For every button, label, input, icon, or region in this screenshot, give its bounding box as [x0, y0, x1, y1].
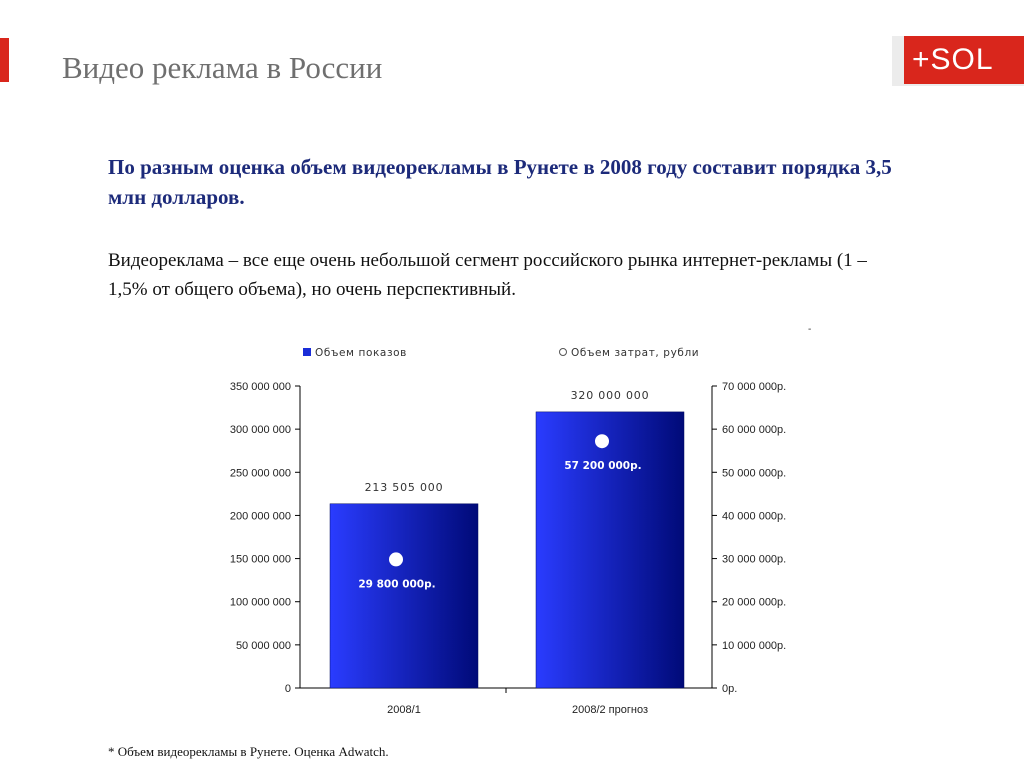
footnote: * Объем видеорекламы в Рунете. Оценка Adwatch.: [108, 744, 389, 759]
chart-legend: [303, 347, 699, 359]
left-tick-label: 300 000 000: [229, 424, 291, 437]
sol-logo: +SOL: [904, 36, 1024, 84]
bar-2: [536, 412, 684, 688]
right-tick-label: 40 000 000р.: [722, 510, 787, 523]
right-tick-label: 20 000 000р.: [722, 596, 787, 609]
spend-value-label: 29 800 000р.: [358, 578, 436, 591]
bar-chart: [200, 336, 820, 726]
legend-marker-spend: [560, 349, 567, 356]
bar-1: [330, 504, 478, 688]
legend-swatch-impressions: [303, 348, 311, 356]
left-tick-label: 200 000 000: [229, 510, 291, 523]
left-tick-label: 150 000 000: [229, 553, 291, 566]
logo-container: [892, 36, 1024, 86]
left-tick-label: 250 000 000: [229, 467, 291, 480]
category-label: 2008/1: [387, 704, 421, 716]
right-tick-label: 0р.: [722, 683, 738, 695]
bar-value-label: 213 505 000: [364, 480, 444, 494]
right-tick-label: 70 000 000р.: [722, 381, 787, 393]
spend-marker-2: [595, 434, 609, 448]
right-tick-label: 10 000 000р.: [722, 639, 787, 652]
category-label: 2008/2 прогноз: [571, 704, 649, 716]
spend-value-label: 57 200 000р.: [564, 460, 642, 473]
body-text: Видеореклама – все еще очень небольшой сегмент российского рынка интернет-рекламы (1 – 1,5% от общего объема), но очень перспективный.: [108, 250, 867, 300]
chart-axes: [230, 381, 786, 695]
legend-label-spend: Объем затрат, рубли: [571, 347, 700, 359]
right-tick-label: 50 000 000р.: [722, 467, 787, 480]
bar-value-label: 320 000 000: [570, 388, 650, 402]
left-tick-label: 100 000 000: [229, 596, 291, 609]
right-tick-label: 60 000 000р.: [722, 424, 787, 437]
left-accent-bar: [0, 38, 9, 82]
left-tick-label: 350 000 000: [229, 381, 291, 393]
spend-marker-1: [389, 552, 403, 566]
stray-dash: -: [808, 324, 812, 335]
right-tick-label: 30 000 000р.: [722, 553, 787, 566]
chart-bars: [330, 389, 684, 716]
slide-title: Видео реклама в России: [62, 50, 383, 85]
headline-text: По разным оценка объем видеорекламы в Рунете в 2008 году составит порядка 3,5 млн долларов.: [108, 155, 892, 209]
legend-label-impressions: Объем показов: [315, 347, 407, 359]
left-tick-label: 50 000 000: [235, 639, 291, 652]
left-tick-label: 0: [284, 683, 291, 695]
